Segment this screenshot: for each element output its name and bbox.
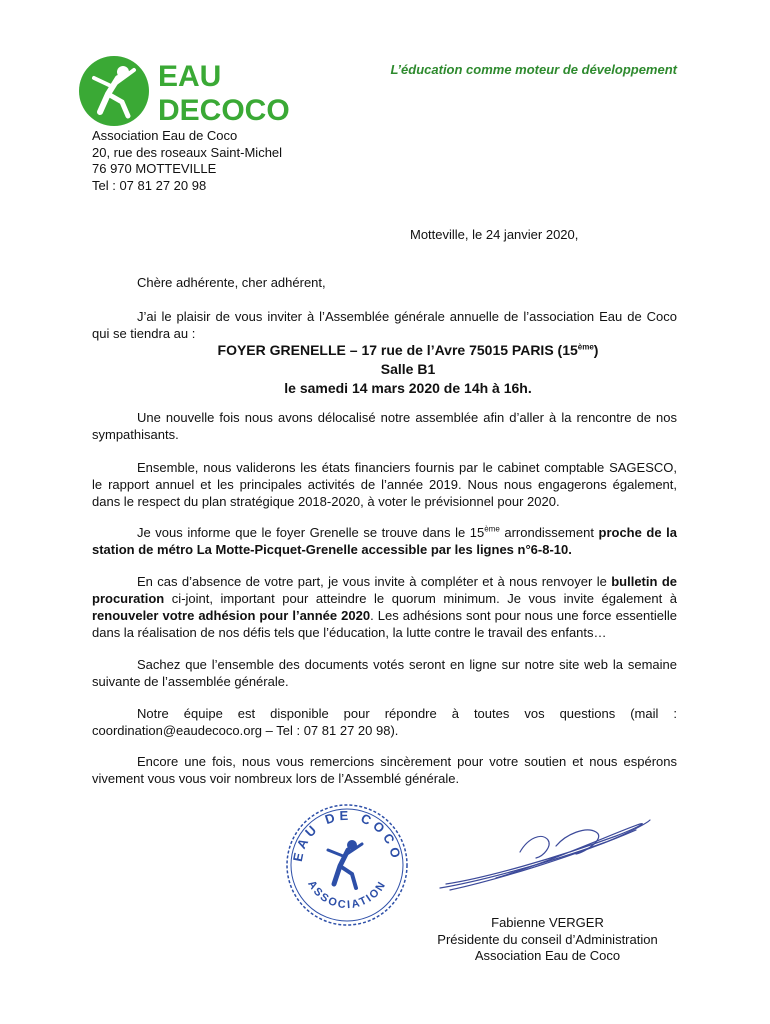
signatory-role: Présidente du conseil d’Administration — [437, 931, 658, 947]
sender-street: 20, rue des roseaux Saint-Michel — [92, 144, 283, 160]
signatory-name: Fabienne VERGER — [491, 915, 604, 930]
documents-paragraph: Sachez que l’ensemble des documents votés seront en ligne sur notre site web la semaine suivante de l’assemblée générale. — [92, 657, 677, 689]
venue-room: Salle B1 — [380, 361, 436, 377]
sender-address — [92, 128, 392, 194]
svg-text:ASSOCIATION: ASSOCIATION — [305, 878, 389, 912]
association-stamp — [282, 800, 412, 930]
proxy-paragraph: En cas d’absence de votre part, je vous invite à compléter et à nous renvoyer le bulletin de procuration ci-joint, important pour atteindre le quorum minimum. Je vous invite également à renouveler votre adhésion pour l’année 2020. Les adhésions sont pour nous une force essentielle dans la réalisation de nos défis tels que l’éducation, la lutte contre le travail des enfants… — [92, 574, 677, 640]
relocation-paragraph: Une nouvelle fois nous avons délocalisé notre assemblée afin d’aller à la rencontre de nos sympathisants. — [92, 410, 677, 442]
location-paragraph: Je vous informe que le foyer Grenelle se trouve dans le 15ème arrondissement proche de la station de métro La Motte-Picquet-Grenelle accessible par les lignes n°6-8-10. — [92, 524, 677, 557]
date-line: Motteville, le 24 janvier 2020, — [410, 227, 579, 242]
sender-city: 76 970 MOTTEVILLE — [92, 161, 217, 176]
agenda-paragraph: Ensemble, nous validerons les états financiers fournis par le cabinet comptable SAGESCO, le rapport annuel et les principales activités de l’année 2019. Nous nous engagerons également, dans le respect du plan stratégique 2018-2020, à voter le prévisionnel pour 2020. — [92, 460, 677, 509]
eau-de-coco-logo — [78, 56, 292, 126]
sender-name: Association Eau de Coco — [92, 128, 238, 143]
signatory-org: Association Eau de Coco — [474, 948, 621, 963]
signatory-block — [420, 915, 675, 965]
sender-tel: Tel : 07 81 27 20 98 — [92, 177, 207, 193]
venue-address: FOYER GRENELLE – 17 rue de l’Avre 75015 PARIS (15ème) — [217, 342, 599, 358]
handwritten-signature — [436, 812, 656, 894]
venue-date: le samedi 14 mars 2020 de 14h à 16h. — [284, 380, 532, 396]
tagline: L’éducation comme moteur de développement — [390, 62, 677, 77]
venue-block — [92, 341, 724, 398]
team-paragraph: Notre équipe est disponible pour répondre à toutes vos questions (mail : coordination@eaudecoco.org – Tel : 07 81 27 20 98). — [92, 706, 677, 738]
svg-text:EAU: EAU — [158, 60, 222, 93]
svg-text:EAU DE COCO: EAU DE COCO — [289, 807, 405, 863]
thanks-paragraph: Encore une fois, nous vous remercions sincèrement pour votre soutien et nous espérons vivement vous vous voir nombreux lors de l’Assemblé générale. — [92, 754, 677, 786]
svg-text:DECOCO: DECOCO — [158, 94, 290, 126]
salutation: Chère adhérente, cher adhérent, — [137, 275, 326, 290]
intro-paragraph: J’ai le plaisir de vous inviter à l’Assemblée générale annuelle de l’association Eau de Coco qui se tiendra au : — [92, 309, 677, 341]
